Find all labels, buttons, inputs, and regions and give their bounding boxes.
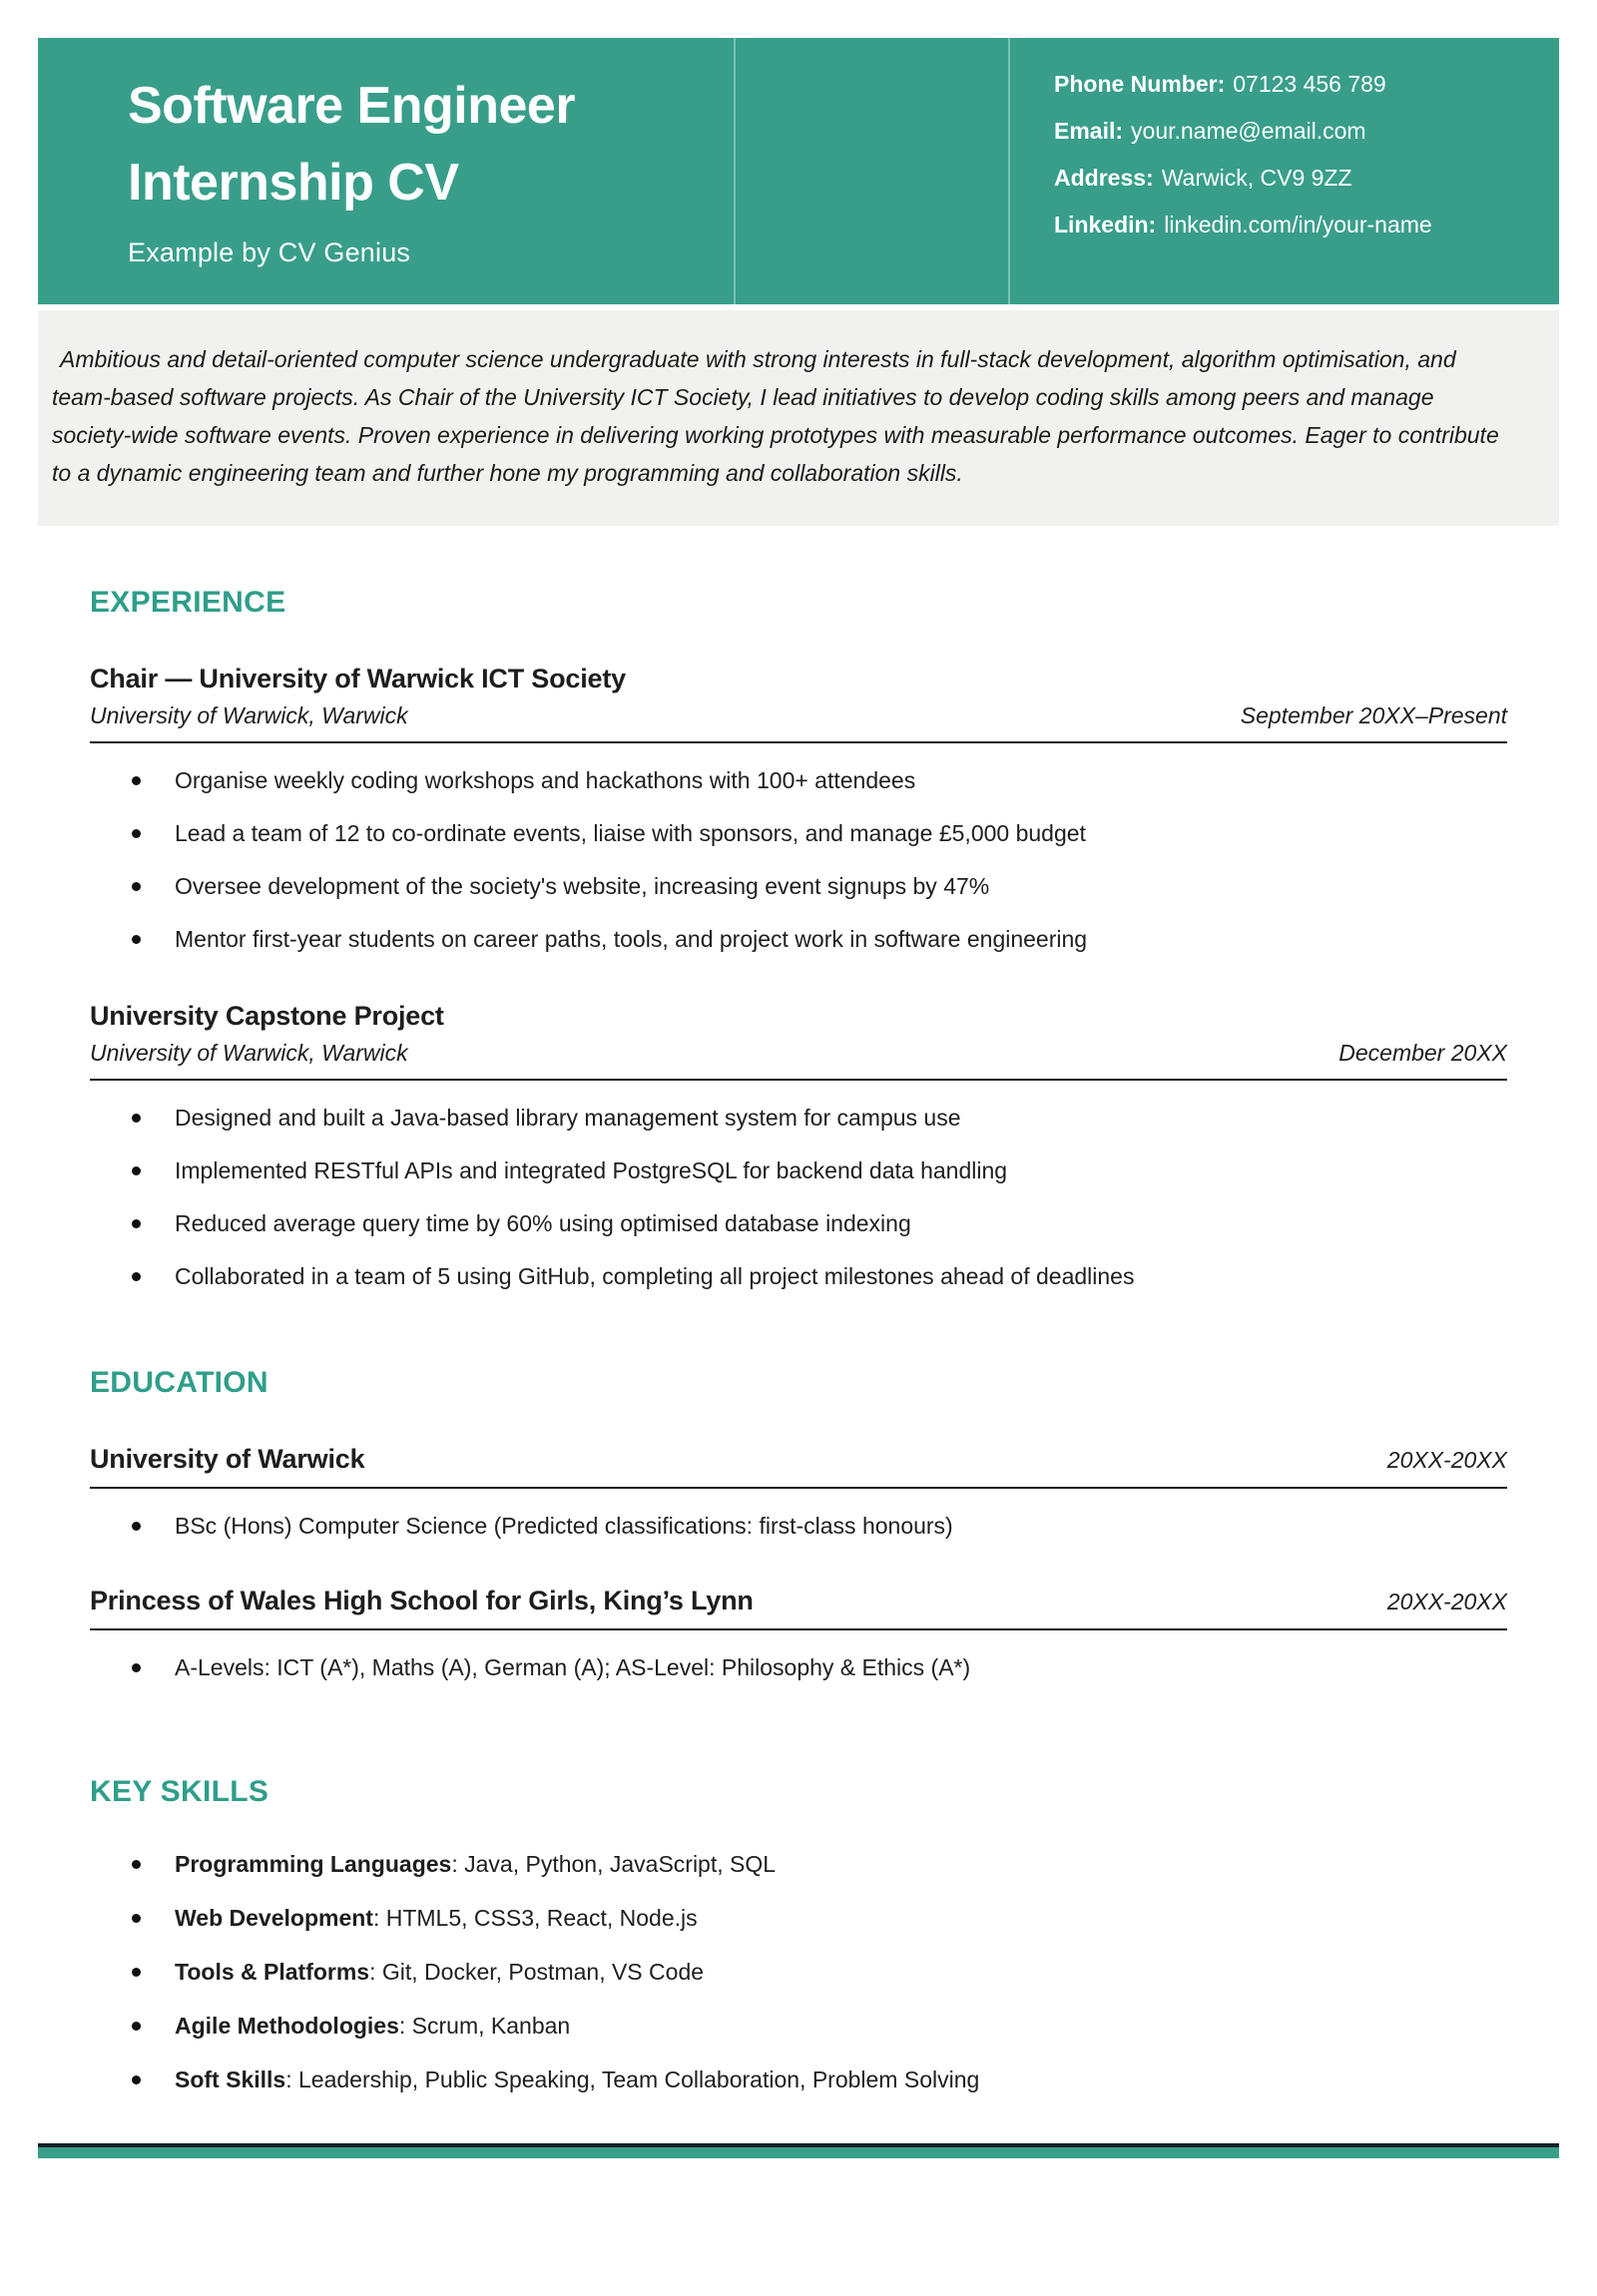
job-2-bullet-list bbox=[90, 1103, 1507, 1292]
key-skills-heading: KEY SKILLS bbox=[90, 1775, 269, 1808]
experience-job-2 bbox=[90, 1001, 1507, 1292]
skill-4-label: Agile Methodologies bbox=[175, 2013, 399, 2039]
job-1-bullet-list bbox=[90, 765, 1507, 955]
linkedin-value: linkedin.com/in/your-name bbox=[1164, 212, 1432, 237]
skill-5-label: Soft Skills bbox=[175, 2066, 286, 2092]
skill-1-label: Programming Languages bbox=[175, 1851, 452, 1877]
skill-2-label: Web Development bbox=[175, 1905, 373, 1931]
cv-title-line-2: Internship CV bbox=[128, 154, 459, 212]
contact-row-phone bbox=[1054, 71, 1432, 98]
list-item bbox=[130, 1849, 1507, 1880]
list-item: Designed and built a Java-based library management system for campus use bbox=[130, 1103, 1507, 1134]
list-item: A-Levels: ICT (A*), Maths (A), German (A); AS-Level: Philosophy & Ethics (A*) bbox=[130, 1652, 1507, 1683]
job-1-dates: September 20XX–Present bbox=[1240, 702, 1507, 728]
footer-accent-bar bbox=[38, 2143, 1559, 2158]
address-value: Warwick, CV9 9ZZ bbox=[1161, 165, 1352, 191]
skill-1-value: : Java, Python, JavaScript, SQL bbox=[451, 1851, 777, 1877]
job-2-meta-row bbox=[90, 1040, 1507, 1081]
cv-page bbox=[0, 38, 1597, 2296]
education-heading: EDUCATION bbox=[90, 1366, 268, 1399]
email-value: your.name@email.com bbox=[1131, 118, 1366, 144]
job-2-dates: December 20XX bbox=[1338, 1040, 1507, 1066]
school-2-bullet-list bbox=[90, 1652, 1507, 1683]
linkedin-label: Linkedin: bbox=[1054, 212, 1157, 237]
contact-row-address bbox=[1054, 165, 1432, 192]
skill-4-value: : Scrum, Kanban bbox=[398, 2013, 571, 2039]
list-item: Oversee development of the society's website, increasing event signups by 47% bbox=[130, 871, 1507, 902]
contact-row-linkedin bbox=[1054, 212, 1432, 238]
phone-value: 07123 456 789 bbox=[1233, 71, 1386, 97]
job-1-meta-row bbox=[90, 702, 1507, 743]
cv-title bbox=[128, 68, 575, 222]
skill-3-value: : Git, Docker, Postman, VS Code bbox=[369, 1959, 705, 1985]
job-1-title: Chair — University of Warwick ICT Society bbox=[90, 664, 626, 693]
list-item bbox=[130, 1957, 1507, 1988]
school-1-dates: 20XX-20XX bbox=[1386, 1447, 1507, 1473]
school-1-name: University of Warwick bbox=[90, 1444, 365, 1474]
experience-job-1 bbox=[90, 664, 1507, 955]
experience-heading: EXPERIENCE bbox=[90, 586, 286, 619]
list-item bbox=[130, 2011, 1507, 2042]
job-1-organisation: University of Warwick, Warwick bbox=[90, 702, 408, 728]
list-item: Organise weekly coding workshops and hackathons with 100+ attendees bbox=[130, 765, 1507, 796]
summary-paragraph: Ambitious and detail-oriented computer science undergraduate with strong interests in full-stack development, algorithm optimisation, and team-based software projects. As Chair of the University ICT Society, I lead initiatives to develop coding skills among peers and manage society-wide software events. Proven experience in delivering working prototypes with measurable performance outcomes. Eager to contribute to a dynamic engineering team and further hone my programming and collaboration skills. bbox=[52, 346, 1499, 486]
contact-row-email bbox=[1054, 118, 1432, 145]
school-2-name: Princess of Wales High School for Girls, King’s Lynn bbox=[90, 1586, 754, 1615]
education-school-1 bbox=[90, 1444, 1507, 1542]
list-item bbox=[130, 2065, 1507, 2095]
header-divider-1 bbox=[734, 38, 736, 304]
list-item: BSc (Hons) Computer Science (Predicted classifications: first-class honours) bbox=[130, 1511, 1507, 1542]
summary-section bbox=[38, 310, 1559, 526]
school-1-row bbox=[90, 1444, 1507, 1489]
email-label: Email: bbox=[1054, 118, 1124, 144]
contact-block bbox=[1054, 71, 1432, 258]
key-skills-list bbox=[90, 1849, 1507, 2095]
list-item: Mentor first-year students on career paths, tools, and project work in software engineering bbox=[130, 924, 1507, 955]
school-2-dates: 20XX-20XX bbox=[1386, 1589, 1507, 1614]
list-item: Reduced average query time by 60% using optimised database indexing bbox=[130, 1208, 1507, 1239]
cv-title-line-1: Software Engineer bbox=[128, 77, 576, 135]
skill-2-value: : HTML5, CSS3, React, Node.js bbox=[372, 1905, 698, 1931]
header-title-block bbox=[128, 68, 575, 268]
skill-5-value: : Leadership, Public Speaking, Team Collaboration, Problem Solving bbox=[285, 2066, 980, 2092]
cv-header bbox=[38, 38, 1559, 304]
education-school-2 bbox=[90, 1586, 1507, 1683]
list-item: Lead a team of 12 to co-ordinate events, liaise with sponsors, and manage £5,000 budget bbox=[130, 818, 1507, 849]
job-2-organisation: University of Warwick, Warwick bbox=[90, 1040, 408, 1066]
job-2-title: University Capstone Project bbox=[90, 1001, 444, 1031]
cv-subtitle: Example by CV Genius bbox=[128, 237, 411, 267]
list-item: Collaborated in a team of 5 using GitHub, completing all project milestones ahead of deadlines bbox=[130, 1261, 1507, 1292]
header-divider-2 bbox=[1008, 38, 1010, 304]
skill-3-label: Tools & Platforms bbox=[175, 1959, 370, 1985]
school-1-bullet-list bbox=[90, 1511, 1507, 1542]
list-item bbox=[130, 1903, 1507, 1934]
address-label: Address: bbox=[1054, 165, 1154, 191]
phone-label: Phone Number: bbox=[1054, 71, 1226, 97]
list-item: Implemented RESTful APIs and integrated PostgreSQL for backend data handling bbox=[130, 1155, 1507, 1186]
cv-content bbox=[90, 586, 1507, 2095]
school-2-row bbox=[90, 1586, 1507, 1630]
